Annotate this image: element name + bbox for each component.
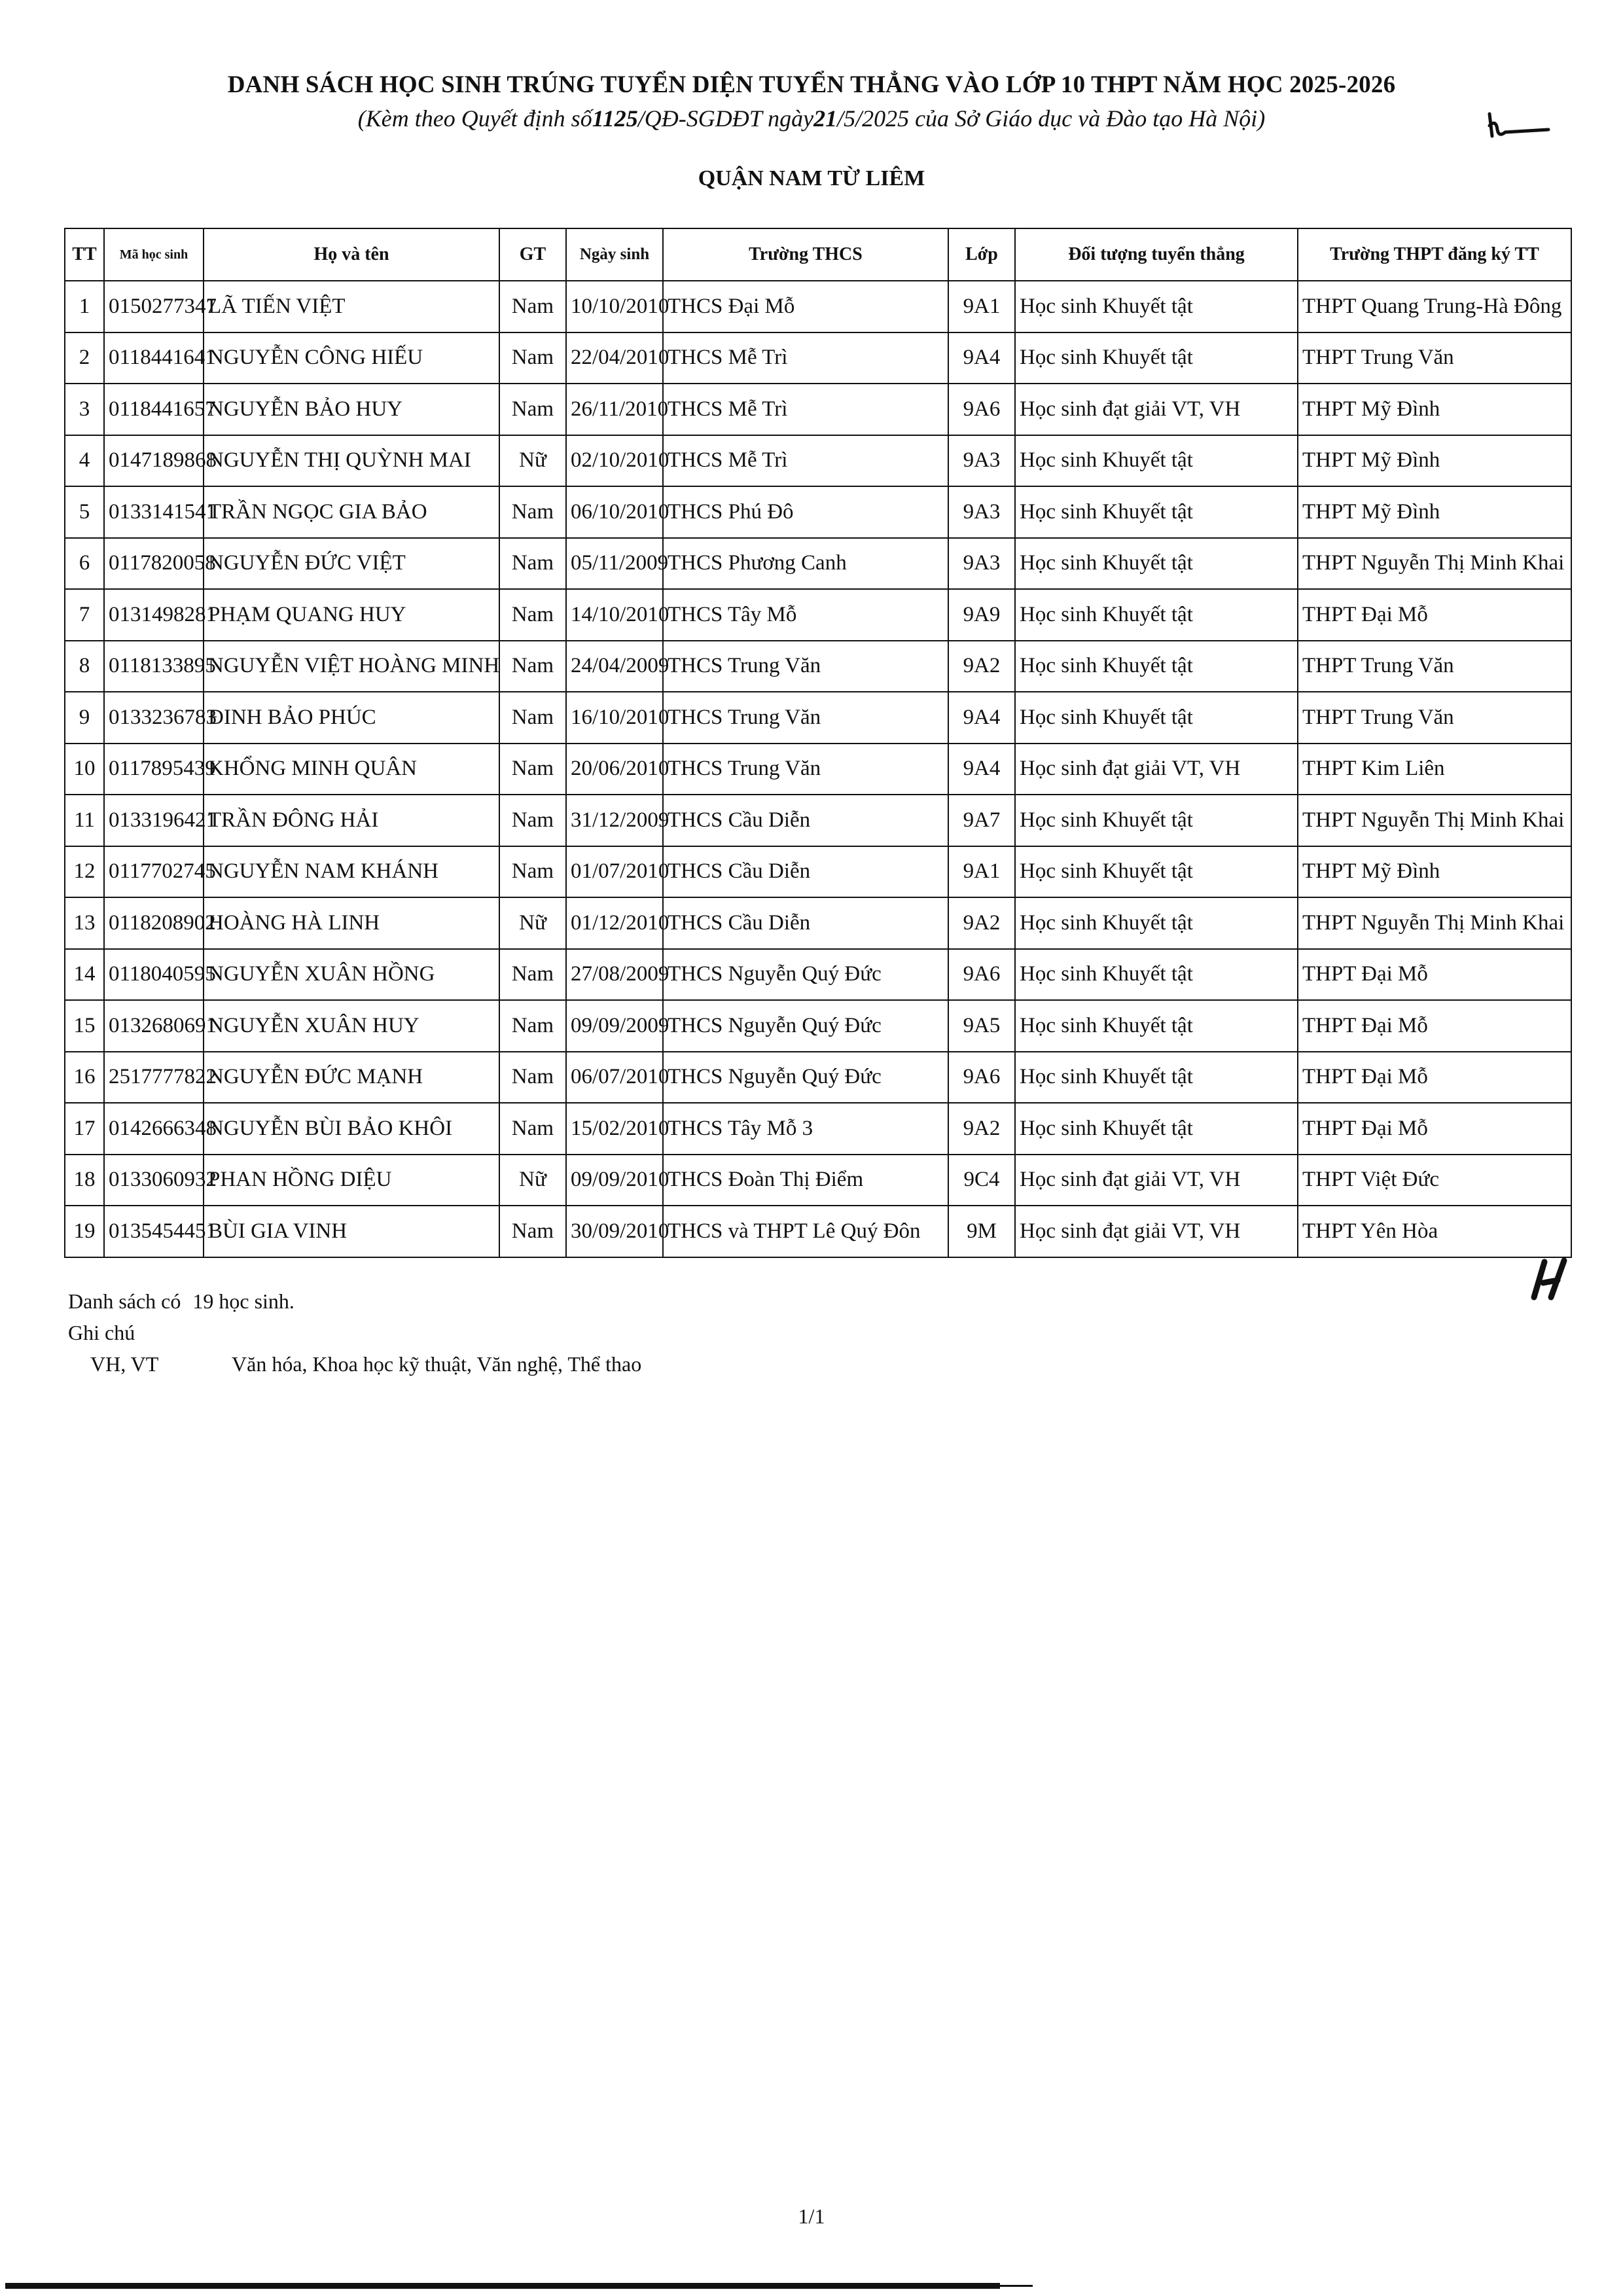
footer-abbreviation xyxy=(68,1352,641,1376)
cell-student-code: 0147189868 xyxy=(104,435,204,487)
cell-student-code: 2517777822 xyxy=(104,1052,204,1103)
cell-secondary-school: THCS Mễ Trì xyxy=(663,384,948,435)
cell-student-code: 0133236783 xyxy=(104,692,204,744)
cell-student-code: 0118441657 xyxy=(104,384,204,435)
cell-tt: 9 xyxy=(65,692,104,744)
cell-gender: Nữ xyxy=(499,1155,566,1206)
cell-target-high-school: THPT Nguyễn Thị Minh Khai xyxy=(1298,897,1571,949)
cell-target-high-school: THPT Mỹ Đình xyxy=(1298,384,1571,435)
table-row xyxy=(65,897,1571,949)
cell-tt: 7 xyxy=(65,589,104,641)
cell-secondary-school: THCS và THPT Lê Quý Đôn xyxy=(663,1206,948,1257)
table-row xyxy=(65,1206,1571,1257)
cell-date-of-birth: 01/12/2010 xyxy=(566,897,663,949)
cell-gender: Nữ xyxy=(499,435,566,487)
count-label: Danh sách có xyxy=(68,1289,181,1313)
cell-date-of-birth: 26/11/2010 xyxy=(566,384,663,435)
cell-admission-category: Học sinh Khuyết tật xyxy=(1015,1103,1298,1155)
count-value: 19 học sinh. xyxy=(192,1289,294,1313)
footer-note-label: Ghi chú xyxy=(68,1321,135,1344)
cell-admission-category: Học sinh Khuyết tật xyxy=(1015,897,1298,949)
cell-gender: Nam xyxy=(499,795,566,846)
cell-date-of-birth: 09/09/2009 xyxy=(566,1000,663,1052)
cell-secondary-school: THCS Nguyễn Quý Đức xyxy=(663,1000,948,1052)
cell-class: 9A2 xyxy=(948,641,1015,692)
cell-target-high-school: THPT Đại Mỗ xyxy=(1298,589,1571,641)
cell-tt: 15 xyxy=(65,1000,104,1052)
cell-tt: 14 xyxy=(65,949,104,1001)
cell-tt: 6 xyxy=(65,538,104,590)
abbr-key: VH, VT xyxy=(90,1352,159,1376)
table-row xyxy=(65,949,1571,1001)
cell-full-name: NGUYỄN ĐỨC VIỆT xyxy=(204,538,499,590)
cell-secondary-school: THCS Đại Mỗ xyxy=(663,281,948,332)
cell-admission-category: Học sinh Khuyết tật xyxy=(1015,538,1298,590)
cell-gender: Nam xyxy=(499,1103,566,1155)
cell-gender: Nam xyxy=(499,641,566,692)
cell-class: 9A9 xyxy=(948,589,1015,641)
cell-class: 9A1 xyxy=(948,846,1015,898)
cell-target-high-school: THPT Đại Mỗ xyxy=(1298,949,1571,1001)
cell-tt: 8 xyxy=(65,641,104,692)
header-target: Trường THPT đăng ký TT xyxy=(1298,228,1571,281)
initial-signature-mark xyxy=(1486,110,1551,143)
cell-class: 9A4 xyxy=(948,692,1015,744)
table-header-row xyxy=(65,228,1571,281)
student-table xyxy=(64,228,1572,1258)
cell-gender: Nam xyxy=(499,1206,566,1257)
cell-full-name: NGUYỄN CÔNG HIẾU xyxy=(204,332,499,384)
subtitle-suffix: /5/2025 của Sở Giáo dục và Đào tạo Hà Nội) xyxy=(837,105,1266,132)
cell-target-high-school: THPT Mỹ Đình xyxy=(1298,435,1571,487)
cell-secondary-school: THCS Nguyễn Quý Đức xyxy=(663,949,948,1001)
cell-student-code: 0133196421 xyxy=(104,795,204,846)
document-title: DANH SÁCH HỌC SINH TRÚNG TUYỂN DIỆN TUYỂN THẲNG VÀO LỚP 10 THPT NĂM HỌC 2025-2026 xyxy=(227,71,1396,98)
cell-secondary-school: THCS Đoàn Thị Điểm xyxy=(663,1155,948,1206)
cell-gender: Nữ xyxy=(499,897,566,949)
cell-student-code: 0117702745 xyxy=(104,846,204,898)
cell-target-high-school: THPT Đại Mỗ xyxy=(1298,1103,1571,1155)
cell-tt: 12 xyxy=(65,846,104,898)
cell-secondary-school: THCS Cầu Diễn xyxy=(663,897,948,949)
cell-student-code: 0118040595 xyxy=(104,949,204,1001)
header-name: Họ và tên xyxy=(204,228,499,281)
cell-student-code: 0131498281 xyxy=(104,589,204,641)
table-row xyxy=(65,641,1571,692)
footer-count xyxy=(68,1289,294,1314)
cell-full-name: TRẦN NGỌC GIA BẢO xyxy=(204,486,499,538)
page-number: 1/1 xyxy=(798,2204,825,2228)
cell-student-code: 0132680691 xyxy=(104,1000,204,1052)
cell-class: 9A4 xyxy=(948,744,1015,795)
cell-student-code: 0142666348 xyxy=(104,1103,204,1155)
cell-class: 9A6 xyxy=(948,384,1015,435)
table-row xyxy=(65,846,1571,898)
cell-admission-category: Học sinh Khuyết tật xyxy=(1015,692,1298,744)
cell-tt: 10 xyxy=(65,744,104,795)
cell-full-name: PHẠM QUANG HUY xyxy=(204,589,499,641)
cell-target-high-school: THPT Quang Trung-Hà Đông xyxy=(1298,281,1571,332)
table-row xyxy=(65,435,1571,487)
cell-target-high-school: THPT Trung Văn xyxy=(1298,332,1571,384)
table-row xyxy=(65,1000,1571,1052)
cell-date-of-birth: 14/10/2010 xyxy=(566,589,663,641)
cell-gender: Nam xyxy=(499,332,566,384)
cell-full-name: NGUYỄN THỊ QUỲNH MAI xyxy=(204,435,499,487)
table-row xyxy=(65,795,1571,846)
cell-date-of-birth: 09/09/2010 xyxy=(566,1155,663,1206)
cell-gender: Nam xyxy=(499,281,566,332)
cell-secondary-school: THCS Cầu Diễn xyxy=(663,795,948,846)
cell-class: 9A6 xyxy=(948,949,1015,1001)
cell-gender: Nam xyxy=(499,486,566,538)
cell-target-high-school: THPT Đại Mỗ xyxy=(1298,1000,1571,1052)
cell-secondary-school: THCS Phú Đô xyxy=(663,486,948,538)
cell-tt: 5 xyxy=(65,486,104,538)
cell-target-high-school: THPT Nguyễn Thị Minh Khai xyxy=(1298,538,1571,590)
cell-gender: Nam xyxy=(499,589,566,641)
cell-secondary-school: THCS Tây Mỗ xyxy=(663,589,948,641)
cell-student-code: 0118133895 xyxy=(104,641,204,692)
cell-admission-category: Học sinh Khuyết tật xyxy=(1015,795,1298,846)
cell-date-of-birth: 30/09/2010 xyxy=(566,1206,663,1257)
cell-student-code: 0133060932 xyxy=(104,1155,204,1206)
cell-full-name: NGUYỄN BÙI BẢO KHÔI xyxy=(204,1103,499,1155)
subtitle-middle: /QĐ-SGDĐT ngày xyxy=(637,105,814,132)
cell-admission-category: Học sinh Khuyết tật xyxy=(1015,281,1298,332)
cell-target-high-school: THPT Đại Mỗ xyxy=(1298,1052,1571,1103)
cell-date-of-birth: 06/10/2010 xyxy=(566,486,663,538)
cell-gender: Nam xyxy=(499,692,566,744)
cell-full-name: TRẦN ĐÔNG HẢI xyxy=(204,795,499,846)
cell-target-high-school: THPT Kim Liên xyxy=(1298,744,1571,795)
cell-date-of-birth: 31/12/2009 xyxy=(566,795,663,846)
cell-gender: Nam xyxy=(499,846,566,898)
table-row xyxy=(65,692,1571,744)
scan-edge-line xyxy=(5,2283,1000,2289)
cell-full-name: NGUYỄN BẢO HUY xyxy=(204,384,499,435)
cell-gender: Nam xyxy=(499,1000,566,1052)
cell-class: 9A3 xyxy=(948,435,1015,487)
cell-full-name: LÃ TIẾN VIỆT xyxy=(204,281,499,332)
decision-day: 21 xyxy=(813,105,838,132)
cell-class: 9A4 xyxy=(948,332,1015,384)
cell-admission-category: Học sinh Khuyết tật xyxy=(1015,1052,1298,1103)
cell-date-of-birth: 22/04/2010 xyxy=(566,332,663,384)
cell-date-of-birth: 10/10/2010 xyxy=(566,281,663,332)
cell-student-code: 0135454451 xyxy=(104,1206,204,1257)
cell-class: 9A6 xyxy=(948,1052,1015,1103)
cell-date-of-birth: 27/08/2009 xyxy=(566,949,663,1001)
cell-full-name: ĐINH BẢO PHÚC xyxy=(204,692,499,744)
cell-gender: Nam xyxy=(499,538,566,590)
decision-number: 1125 xyxy=(592,105,638,132)
cell-class: 9A1 xyxy=(948,281,1015,332)
cell-class: 9C4 xyxy=(948,1155,1015,1206)
cell-tt: 19 xyxy=(65,1206,104,1257)
cell-class: 9M xyxy=(948,1206,1015,1257)
cell-tt: 17 xyxy=(65,1103,104,1155)
cell-student-code: 0117895439 xyxy=(104,744,204,795)
cell-student-code: 0150277347 xyxy=(104,281,204,332)
cell-full-name: BÙI GIA VINH xyxy=(204,1206,499,1257)
cell-tt: 18 xyxy=(65,1155,104,1206)
cell-full-name: NGUYỄN ĐỨC MẠNH xyxy=(204,1052,499,1103)
cell-admission-category: Học sinh Khuyết tật xyxy=(1015,486,1298,538)
table-row xyxy=(65,486,1571,538)
abbr-value: Văn hóa, Khoa học kỹ thuật, Văn nghệ, Thể thao xyxy=(232,1352,642,1376)
cell-tt: 3 xyxy=(65,384,104,435)
cell-tt: 2 xyxy=(65,332,104,384)
cell-full-name: HOÀNG HÀ LINH xyxy=(204,897,499,949)
cell-admission-category: Học sinh Khuyết tật xyxy=(1015,1000,1298,1052)
header-school: Trường THCS xyxy=(663,228,948,281)
cell-date-of-birth: 01/07/2010 xyxy=(566,846,663,898)
cell-class: 9A5 xyxy=(948,1000,1015,1052)
cell-full-name: NGUYỄN XUÂN HUY xyxy=(204,1000,499,1052)
cell-full-name: NGUYỄN XUÂN HỒNG xyxy=(204,949,499,1001)
cell-secondary-school: THCS Trung Văn xyxy=(663,744,948,795)
cell-tt: 4 xyxy=(65,435,104,487)
cell-secondary-school: THCS Mễ Trì xyxy=(663,332,948,384)
cell-full-name: NGUYỄN VIỆT HOÀNG MINH xyxy=(204,641,499,692)
cell-student-code: 0118208902 xyxy=(104,897,204,949)
page-initial-mark xyxy=(1525,1257,1571,1302)
header-category: Đối tượng tuyển thẳng xyxy=(1015,228,1298,281)
cell-class: 9A2 xyxy=(948,1103,1015,1155)
header-class: Lớp xyxy=(948,228,1015,281)
cell-target-high-school: THPT Mỹ Đình xyxy=(1298,486,1571,538)
cell-admission-category: Học sinh đạt giải VT, VH xyxy=(1015,384,1298,435)
table-row xyxy=(65,744,1571,795)
table-row xyxy=(65,384,1571,435)
cell-date-of-birth: 05/11/2009 xyxy=(566,538,663,590)
cell-date-of-birth: 06/07/2010 xyxy=(566,1052,663,1103)
cell-admission-category: Học sinh đạt giải VT, VH xyxy=(1015,744,1298,795)
district-heading: QUẬN NAM TỪ LIÊM xyxy=(698,166,925,190)
cell-full-name: NGUYỄN NAM KHÁNH xyxy=(204,846,499,898)
cell-full-name: PHAN HỒNG DIỆU xyxy=(204,1155,499,1206)
table-row xyxy=(65,538,1571,590)
table-row xyxy=(65,1052,1571,1103)
cell-admission-category: Học sinh Khuyết tật xyxy=(1015,332,1298,384)
cell-gender: Nam xyxy=(499,384,566,435)
cell-secondary-school: THCS Trung Văn xyxy=(663,641,948,692)
header-gender: GT xyxy=(499,228,566,281)
header-dob: Ngày sinh xyxy=(566,228,663,281)
cell-full-name: KHỔNG MINH QUÂN xyxy=(204,744,499,795)
cell-target-high-school: THPT Yên Hòa xyxy=(1298,1206,1571,1257)
cell-admission-category: Học sinh Khuyết tật xyxy=(1015,589,1298,641)
cell-tt: 16 xyxy=(65,1052,104,1103)
cell-date-of-birth: 02/10/2010 xyxy=(566,435,663,487)
scan-edge-line-thin xyxy=(1000,2285,1033,2287)
cell-tt: 1 xyxy=(65,281,104,332)
cell-gender: Nam xyxy=(499,949,566,1001)
cell-tt: 13 xyxy=(65,897,104,949)
cell-gender: Nam xyxy=(499,1052,566,1103)
cell-admission-category: Học sinh Khuyết tật xyxy=(1015,949,1298,1001)
cell-tt: 11 xyxy=(65,795,104,846)
header-tt: TT xyxy=(65,228,104,281)
table-row xyxy=(65,1155,1571,1206)
cell-date-of-birth: 16/10/2010 xyxy=(566,692,663,744)
cell-secondary-school: THCS Mễ Trì xyxy=(663,435,948,487)
cell-date-of-birth: 15/02/2010 xyxy=(566,1103,663,1155)
table-row xyxy=(65,332,1571,384)
cell-secondary-school: THCS Trung Văn xyxy=(663,692,948,744)
cell-student-code: 0118441641 xyxy=(104,332,204,384)
subtitle-prefix: (Kèm theo Quyết định số xyxy=(357,105,592,132)
cell-admission-category: Học sinh đạt giải VT, VH xyxy=(1015,1206,1298,1257)
cell-admission-category: Học sinh Khuyết tật xyxy=(1015,435,1298,487)
cell-secondary-school: THCS Cầu Diễn xyxy=(663,846,948,898)
cell-gender: Nam xyxy=(499,744,566,795)
cell-student-code: 0117820058 xyxy=(104,538,204,590)
cell-class: 9A7 xyxy=(948,795,1015,846)
cell-class: 9A3 xyxy=(948,538,1015,590)
cell-target-high-school: THPT Trung Văn xyxy=(1298,692,1571,744)
cell-date-of-birth: 20/06/2010 xyxy=(566,744,663,795)
cell-class: 9A2 xyxy=(948,897,1015,949)
table-row xyxy=(65,1103,1571,1155)
cell-target-high-school: THPT Nguyễn Thị Minh Khai xyxy=(1298,795,1571,846)
cell-class: 9A3 xyxy=(948,486,1015,538)
cell-secondary-school: THCS Nguyễn Quý Đức xyxy=(663,1052,948,1103)
cell-target-high-school: THPT Trung Văn xyxy=(1298,641,1571,692)
document-subtitle xyxy=(0,105,1623,132)
cell-date-of-birth: 24/04/2009 xyxy=(566,641,663,692)
cell-target-high-school: THPT Việt Đức xyxy=(1298,1155,1571,1206)
cell-secondary-school: THCS Phương Canh xyxy=(663,538,948,590)
cell-admission-category: Học sinh Khuyết tật xyxy=(1015,846,1298,898)
header-code: Mã học sinh xyxy=(104,228,204,281)
table-row xyxy=(65,589,1571,641)
cell-target-high-school: THPT Mỹ Đình xyxy=(1298,846,1571,898)
cell-secondary-school: THCS Tây Mỗ 3 xyxy=(663,1103,948,1155)
table-row xyxy=(65,281,1571,332)
cell-admission-category: Học sinh đạt giải VT, VH xyxy=(1015,1155,1298,1206)
cell-admission-category: Học sinh Khuyết tật xyxy=(1015,641,1298,692)
cell-student-code: 0133141541 xyxy=(104,486,204,538)
